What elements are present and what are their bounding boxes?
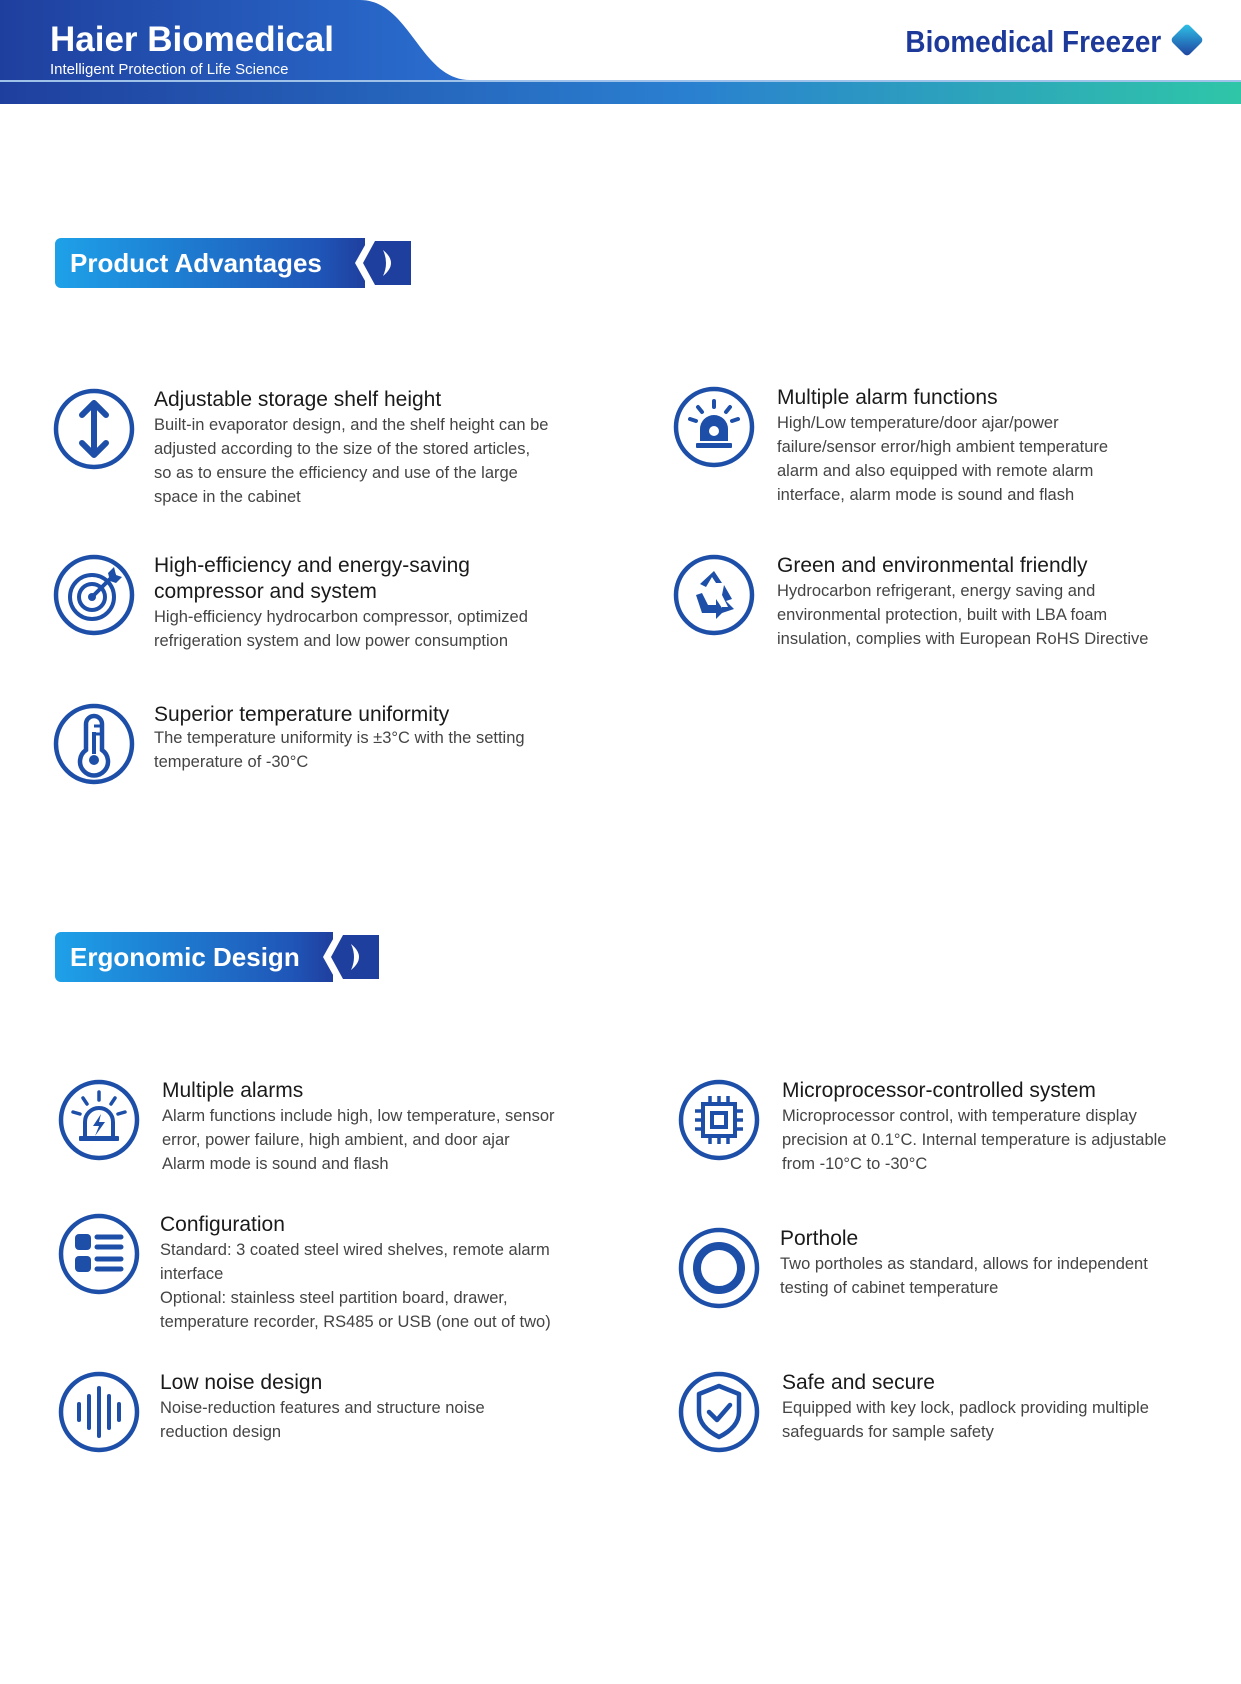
feature-title: Safe and secure [782, 1371, 935, 1394]
document-title: Biomedical Freezer [905, 24, 1161, 59]
feature-title: Porthole [780, 1227, 859, 1250]
feature-description: The temperature uniformity is ±3°C with the setting temperature of -30°C [154, 729, 525, 771]
section-title: Ergonomic Design [55, 932, 333, 982]
feature-description: Equipped with key lock, padlock providing multiple safeguards for sample safety [782, 1399, 1149, 1441]
feature-multiple-alarms [57, 1078, 617, 1188]
feature-description: Standard: 3 coated steel wired shelves, remote alarm interface Optional: stainless steel partition board, drawer, temperature recorder, RS485 or USB (one out of two) [160, 1241, 551, 1331]
feature-title: Green and environmental friendly [777, 554, 1088, 577]
feature-title: Configuration [160, 1213, 285, 1236]
feature-microprocessor [677, 1078, 1237, 1188]
sound-bars-icon [57, 1370, 141, 1454]
target-icon [52, 553, 136, 637]
feature-temperature-uniformity [52, 702, 612, 792]
section-title: Product Advantages [55, 238, 365, 288]
brand-name: Haier Biomedical [50, 20, 334, 59]
feature-shelf-height [52, 387, 612, 517]
chevron-right-icon [353, 238, 415, 288]
feature-title: Microprocessor-controlled system [782, 1079, 1096, 1102]
alarm-light-icon [672, 385, 756, 469]
feature-configuration [57, 1212, 617, 1342]
chip-icon [677, 1078, 761, 1162]
feature-description: Two portholes as standard, allows for independent testing of cabinet temperature [780, 1255, 1148, 1297]
feature-low-noise [57, 1370, 617, 1470]
feature-title: Adjustable storage shelf height [154, 388, 442, 411]
feature-description: Alarm functions include high, low temperature, sensor error, power failure, high ambient, and door ajar Alarm mode is sound and flash [162, 1107, 555, 1173]
feature-porthole [677, 1226, 1237, 1326]
feature-description: Hydrocarbon refrigerant, energy saving and environmental protection, built with LBA foam insulation, complies with European RoHS Directive [777, 582, 1149, 648]
section-banner-advantages [55, 238, 415, 288]
ring-icon [677, 1226, 761, 1310]
feature-description: Built-in evaporator design, and the shelf height can be adjusted according to the size of the stored articles, so as to ensure the efficiency and use of the large space in the cabinet [154, 416, 549, 506]
feature-title: Multiple alarms [162, 1079, 304, 1102]
feature-compressor [52, 553, 612, 663]
feature-description: High/Low temperature/door ajar/power failure/sensor error/high ambient temperature alarm and also equipped with remote alarm interface, alarm mode is sound and flash [777, 414, 1109, 504]
diamond-icon [1170, 23, 1204, 57]
feature-description: High-efficiency hydrocarbon compressor, optimized refrigeration system and low power consumption [154, 608, 528, 650]
header-gradient-bar [0, 80, 1241, 104]
vertical-arrows-icon [52, 387, 136, 471]
section-banner-ergonomic [55, 932, 385, 982]
feature-green [672, 553, 1232, 663]
feature-title: Superior temperature uniformity [154, 703, 450, 726]
page-header [0, 0, 1241, 104]
feature-title: Low noise design [160, 1371, 323, 1394]
thermometer-icon [52, 702, 136, 786]
brand-tagline: Intelligent Protection of Life Science [50, 61, 289, 78]
feature-safe-secure [677, 1370, 1237, 1470]
list-icon [57, 1212, 141, 1296]
recycle-icon [672, 553, 756, 637]
feature-alarm-functions [672, 385, 1232, 515]
feature-title: Multiple alarm functions [777, 386, 998, 409]
chevron-right-icon [321, 932, 383, 982]
header-divider [0, 80, 1241, 82]
feature-description: Noise-reduction features and structure noise reduction design [160, 1399, 485, 1441]
siren-icon [57, 1078, 141, 1162]
shield-check-icon [677, 1370, 761, 1454]
feature-title: High-efficiency and energy-saving compressor and system [154, 554, 470, 603]
feature-description: Microprocessor control, with temperature display precision at 0.1°C. Internal temperature is adjustable from -10°C to -30°C [782, 1107, 1167, 1173]
